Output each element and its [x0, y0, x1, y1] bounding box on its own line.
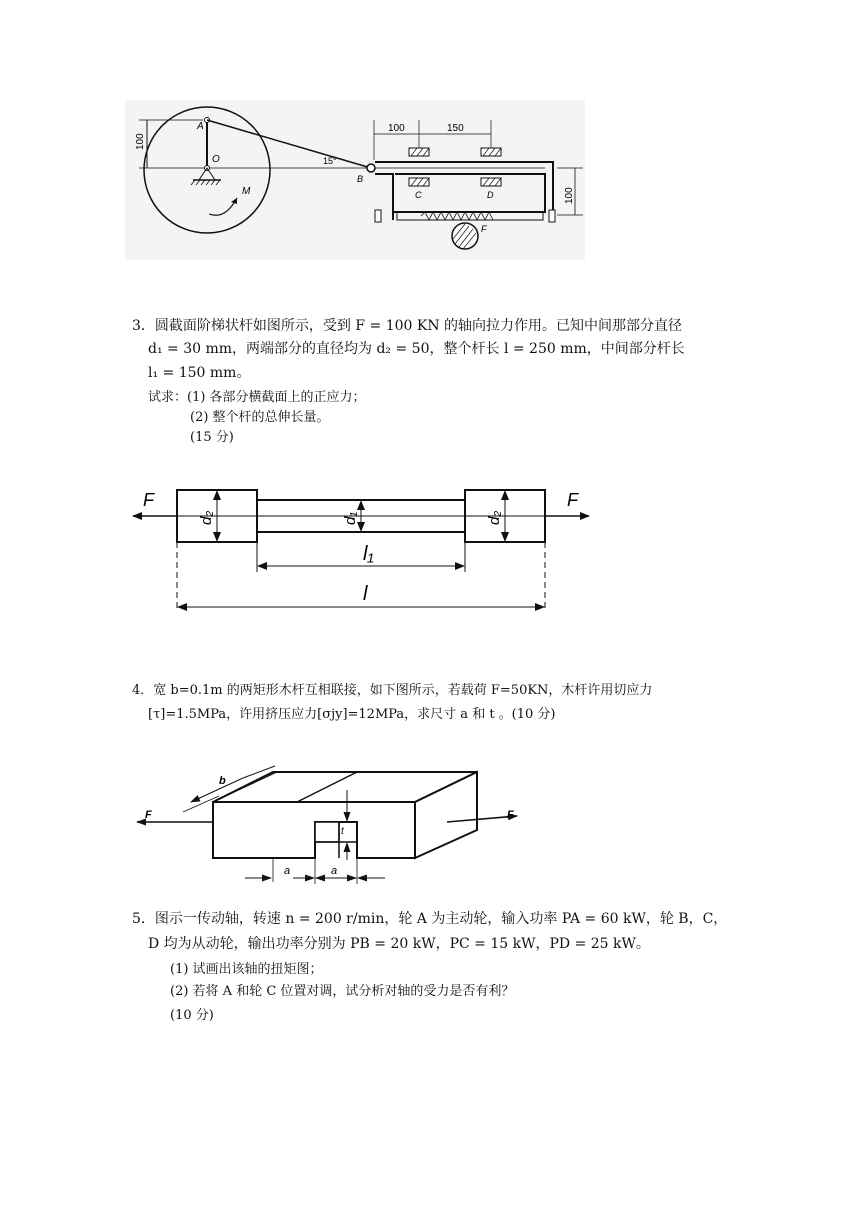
label-M: M: [242, 186, 251, 197]
force-F-left: F: [143, 490, 154, 510]
d2-left-label: d₂: [198, 510, 215, 525]
q3-ask2: (2) 整个杆的总伸长量。: [190, 410, 330, 425]
stepped-bar-figure: [125, 480, 605, 625]
q4-line1: 4．宽 b=0.1m 的两矩形木杆互相联接，如下图所示，若载荷 F=50KN，木杆许用切应力: [132, 683, 653, 698]
b-label: b: [219, 775, 226, 787]
q3-line1: 3．圆截面阶梯状杆如图所示，受到 F = 100 KN 的轴向拉力作用。已知中间那部分直径: [132, 318, 683, 334]
force-F-right: F: [567, 490, 578, 510]
force-F-left-fig3: F: [145, 809, 152, 821]
force-F-right-fig3: F: [507, 809, 514, 821]
dim-150-top: 150: [447, 123, 464, 134]
q5-line1: 5．图示一传动轴，转速 n = 200 r/min，轮 A 为主动轮，输入功率 PA = 60 kW，轮 B，C，: [132, 911, 728, 927]
q3-ask: 试求：(1) 各部分横截面上的正应力；: [148, 390, 366, 405]
q4-line2: [τ]=1.5MPa，许用挤压应力[σjy]=12MPa，求尺寸 a 和 t 。(10 分): [148, 707, 556, 722]
dim-100-top: 100: [388, 123, 405, 134]
q3-line2: d₁ = 30 mm，两端部分的直径均为 d₂ = 50，整个杆长 l = 250 mm，中间部分杆长: [148, 341, 685, 357]
crank-mechanism-figure: [125, 100, 585, 260]
gear-F: [452, 223, 478, 249]
q3-score: (15 分): [190, 430, 234, 445]
a1-label: a: [284, 865, 291, 877]
wooden-joint-figure: [125, 760, 545, 895]
a2-label: a: [331, 865, 338, 877]
q5-score: (10 分): [170, 1008, 214, 1023]
label-D: D: [487, 190, 494, 200]
t-label: t: [341, 826, 344, 837]
q3-line3: l₁ = 150 mm。: [148, 365, 251, 381]
angle-label: 15°: [323, 156, 337, 166]
label-B: B: [357, 174, 364, 184]
dim-100-right: 100: [564, 187, 575, 204]
q5-line2: D 均为从动轮，输出功率分别为 PB = 20 kW，PC = 15 kW，PD = 25 kW。: [148, 936, 650, 952]
label-C: C: [415, 190, 422, 200]
dim-100-left: 100: [135, 133, 146, 150]
label-O: O: [212, 154, 220, 165]
d2-right-label: d₂: [486, 510, 503, 525]
label-F-fig1: F: [481, 224, 487, 234]
d1-label: d₁: [342, 511, 359, 525]
l1-label: l₁: [363, 543, 374, 565]
l-label: l: [363, 583, 368, 605]
q5-ask2: (2) 若将 A 和轮 C 位置对调，试分析对轴的受力是否有利？: [170, 984, 515, 999]
q5-ask1: (1) 试画出该轴的扭矩图；: [170, 962, 323, 977]
label-A: A: [197, 121, 204, 132]
